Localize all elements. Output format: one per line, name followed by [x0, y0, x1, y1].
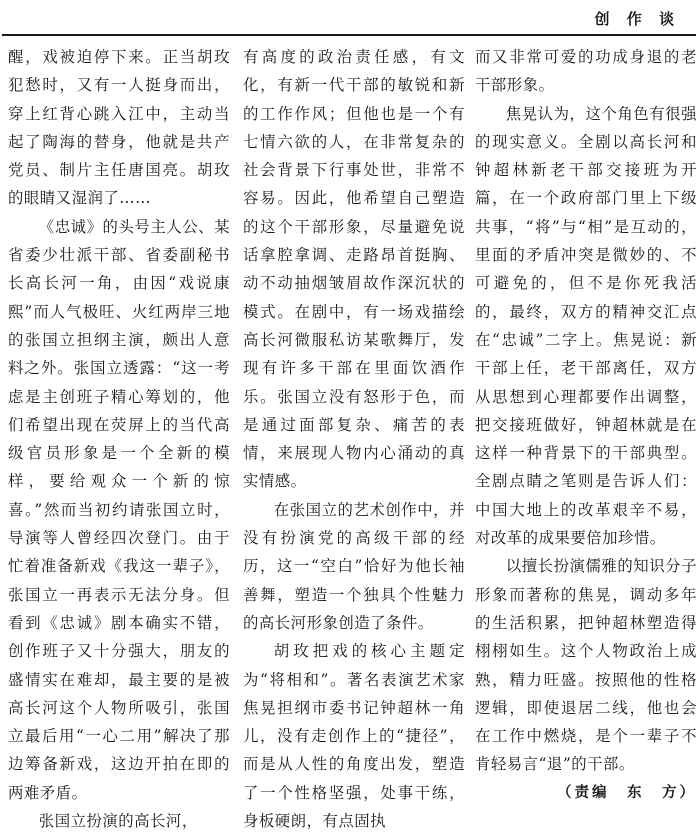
column-1: [8, 43, 230, 835]
paragraph: 在张国立的艺术创作中，并没有扮演党的高级干部的经历，这一“空白”恰好为他长袖善舞，塑造一个独具个性魅力的高长河形象创造了条件。: [243, 500, 465, 632]
column-3: [475, 43, 697, 807]
paragraph: 《忠诚》的头号主人公、某省委少壮派干部、省委副秘书长高长河一角，由因“戏说康熙”而人气极旺、火红两岸三地的张国立担纲主演，颇出人意料之外。张国立透露：“这一考虑是主创班子精心筹划的，他们希望出现在荧屏上的当代高级官员形象是一个全新的模样，要给观众一个新的惊喜。”然而当初约请张国立时，导演等人曾经四次登门。由于忙着准备新戏《我这一辈子》，张国立一再表示无法分身。但看到《忠诚》剧本确实不错，创作班子又十分强大，朋友的盛情实在难却，最主要的是被高长河这个人物所吸引，张国立最后用“一心二用”解决了那边筹备新戏，这边开拍在即的两难矛盾。: [8, 217, 230, 802]
paragraph: 焦晃认为，这个角色有很强的现实意义。全剧以高长河和钟超林新老干部交接班为开篇，在一个政府部门里上下级共事，“将”与“相”是互动的，里面的矛盾冲突是微妙的、不可避免的，但不是你死我活的，最终，双方的精神交汇点在“忠诚”二字上。焦晃说：新干部上任，老干部离任，双方从思想到心理都要作出调整，把交接班做好，钟超林就是在这样一种背景下的干部典型。全剧点睛之笔则是告诉人们：中国大地上的改革艰辛不易，对改革的成果要倍加珍惜。: [475, 104, 697, 548]
paragraph: 以擅长扮演儒雅的知识分子形象而著称的焦晃，调动多年的生活积累，把钟超林塑造得栩栩如生。这个人物政治上成熟，精力旺盛。按照他的性格逻辑，即使退居二线，他也会在工作中燃烧，是个一辈子不肯轻易言“退”的干部。: [475, 557, 697, 774]
paragraph: 胡玫把戏的核心主题定为“将相和”。著名表演艺术家焦晃担纲市委书记钟超林一角儿，没有走创作上的“捷径”，而是从人性的角度出发，塑造了一个性格坚强，处事干练，身板硬朗，有点固执: [243, 642, 465, 831]
paragraph: 醒，戏被迫停下来。正当胡玫犯愁时，又有一人挺身而出，穿上红背心跳入江中，主动当起了陶海的替身，他就是共产党员、制片主任唐国亮。胡玫的眼睛又湿润了……: [8, 48, 230, 208]
paragraph: 而又非常可爱的功成身退的老干部形象。: [475, 48, 697, 95]
column-2: [243, 43, 465, 835]
paragraph: 有高度的政治责任感，有文化，有新一代干部的敏锐和新的工作作风；但他也是一个有七情六欲的人，在非常复杂的社会背景下行事处世，非常不容易。因此，他希望自己塑造的这个干部形象，尽量避免说话拿腔拿调、走路昂首挺胸、动不动抽烟皱眉故作深沉状的模式。在剧中，有一场戏描绘高长河微服私访某歌舞厅，发现有许多干部在里面饮酒作乐。张国立没有怒形于色，而是通过面部复杂、痛苦的表情，来展现人物内心涌动的真实情感。: [243, 48, 465, 491]
paragraph: 张国立扮演的高长河，: [38, 812, 198, 831]
editor-credit: （责编 东 方）: [557, 784, 697, 801]
section-header: 创 作 谈: [594, 10, 680, 28]
header-rule: [2, 34, 696, 36]
